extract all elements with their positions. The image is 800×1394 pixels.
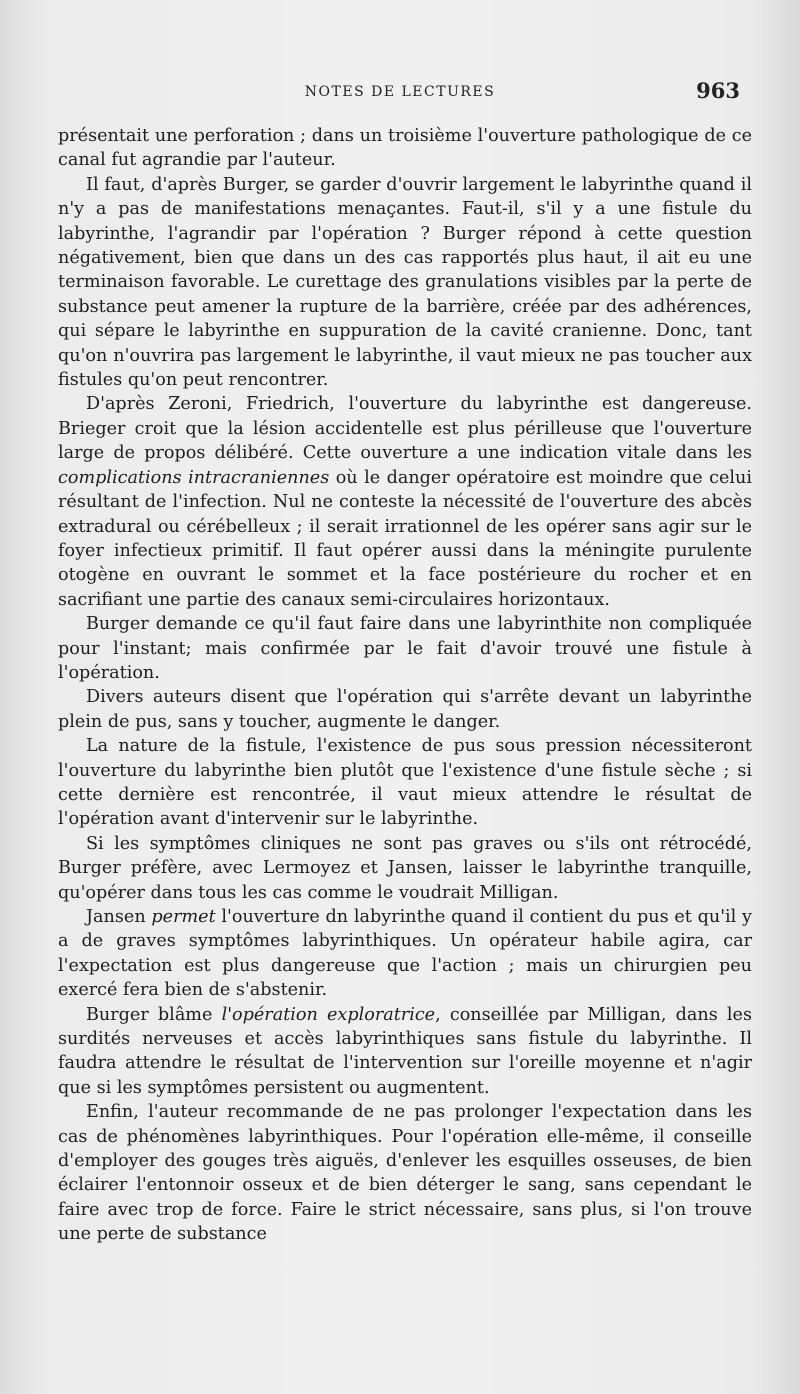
paragraph (58, 173, 752, 393)
paragraph (58, 392, 752, 612)
text-run: Jansen (86, 907, 152, 927)
text-run: D'après Zeroni, Friedrich, l'ouverture du labyrinthe est dangereuse. Brieger croit que la lésion accidentelle est plus périlleuse que l'ouverture large de propos délibéré. Cette ouverture a une indication vitale dans les (58, 394, 752, 464)
page-header (60, 76, 740, 106)
paragraph (58, 1100, 752, 1246)
text-run: Il faut, d'après Burger, se garder d'ouvrir largement le labyrinthe quand il n'y a pas de manifestations menaçantes. Faut-il, s'il y a une fistule du labyrinthe, l'agrandir par l'opération ? Burger répond à cette question négativement, bien que dans un des cas rapportés plus haut, il ait eu une terminaison favorable. Le curettage des granulations visibles par la perte de substance peut amener la rupture de la barrière, créée par des adhérences, qui sépare le labyrinthe en suppuration de la cavité cranienne. Donc, tant qu'on n'ouvrira pas largement le labyrinthe, il vaut mieux ne pas toucher aux fistules qu'on peut rencontrer. (58, 174, 752, 391)
paragraph (58, 832, 752, 905)
paragraph (58, 124, 752, 173)
text-run: La nature de la fistule, l'existence de pus sous pression nécessiteront l'ouverture du labyrinthe bien plutôt que l'existence d'une fistule sèche ; si cette dernière est rencontrée, il vaut mieux attendre le résultat de l'opération avant d'intervenir sur le labyrinthe. (58, 736, 752, 830)
text-run: Burger demande ce qu'il faut faire dans une labyrinthite non compliquée pour l'instant; mais confirmée par le fait d'avoir trouvé une fistule à l'opération. (58, 614, 752, 683)
running-title: NOTES DE LECTURES (304, 84, 496, 100)
text-run: Burger blâme (86, 1004, 222, 1025)
text-run: Si les symptômes cliniques ne sont pas graves ou s'ils ont rétrocédé, Burger préfère, avec Lermoyez et Jansen, laisser le labyrinthe tranquille, qu'opérer dans tous les cas comme le voudrait Milligan. (58, 833, 752, 903)
text-run: Divers auteurs disent que l'opération qui s'arrête devant un labyrinthe plein de pus, sans y toucher, augmente le danger. (58, 687, 752, 732)
italic-text-run: permet (151, 907, 216, 927)
text-run: Enfin, l'auteur recommande de ne pas prolonger l'expectation dans les cas de phénomènes labyrinthiques. Pour l'opération elle-même, il conseille d'employer des gouges très aiguës, d'enlever les esquilles osseuses, de bien éclairer l'entonnoir osseux et de bien déterger le sang, sans cependant le faire avec trop de force. Faire le strict nécessaire, sans plus, si l'on trouve une perte de substance (58, 1102, 752, 1245)
italic-text-run: l'opération exploratrice (221, 1004, 436, 1025)
paragraph (58, 734, 752, 832)
text-run: où le danger opératoire est moindre que celui résultant de l'infection. Nul ne conteste la nécessité de l'ouverture des abcès extradural ou cérébelleux ; il serait irrationnel de les opérer sans agir sur le foyer infectieux primitif. Il faut opérer aussi dans la méningite purulente otogène en ouvrant le sommet et la face postérieure du rocher et en sacrifiant une partie des canaux semi-circulaires horizontaux. (58, 467, 752, 610)
text-run: l'ouverture dn labyrinthe quand il contient du pus et qu'il y a de graves symptômes labyrinthiques. Un opérateur habile agira, car l'expectation est plus dangereuse que l'action ; mais un chirurgien peu exercé fera bien de s'abstenir. (58, 907, 752, 1001)
text-run: présentait une perforation ; dans un troisième l'ouverture pathologique de ce canal fut agrandie par l'auteur. (58, 126, 752, 171)
body-text (58, 124, 752, 1247)
text-run: , conseillée par Milligan, dans les surdités nerveuses et accès labyrinthiques sans fistule du labyrinthe. Il faudra attendre le résultat de l'intervention sur l'oreille moyenne et n'agir que si les symptômes persistent ou augmentent. (58, 1004, 752, 1098)
paragraph (58, 1003, 752, 1101)
paragraph (58, 905, 752, 1003)
paragraph (58, 685, 752, 734)
paragraph (58, 612, 752, 685)
italic-text-run: complications intracraniennes (58, 467, 330, 488)
page-number: 963 (696, 78, 740, 103)
